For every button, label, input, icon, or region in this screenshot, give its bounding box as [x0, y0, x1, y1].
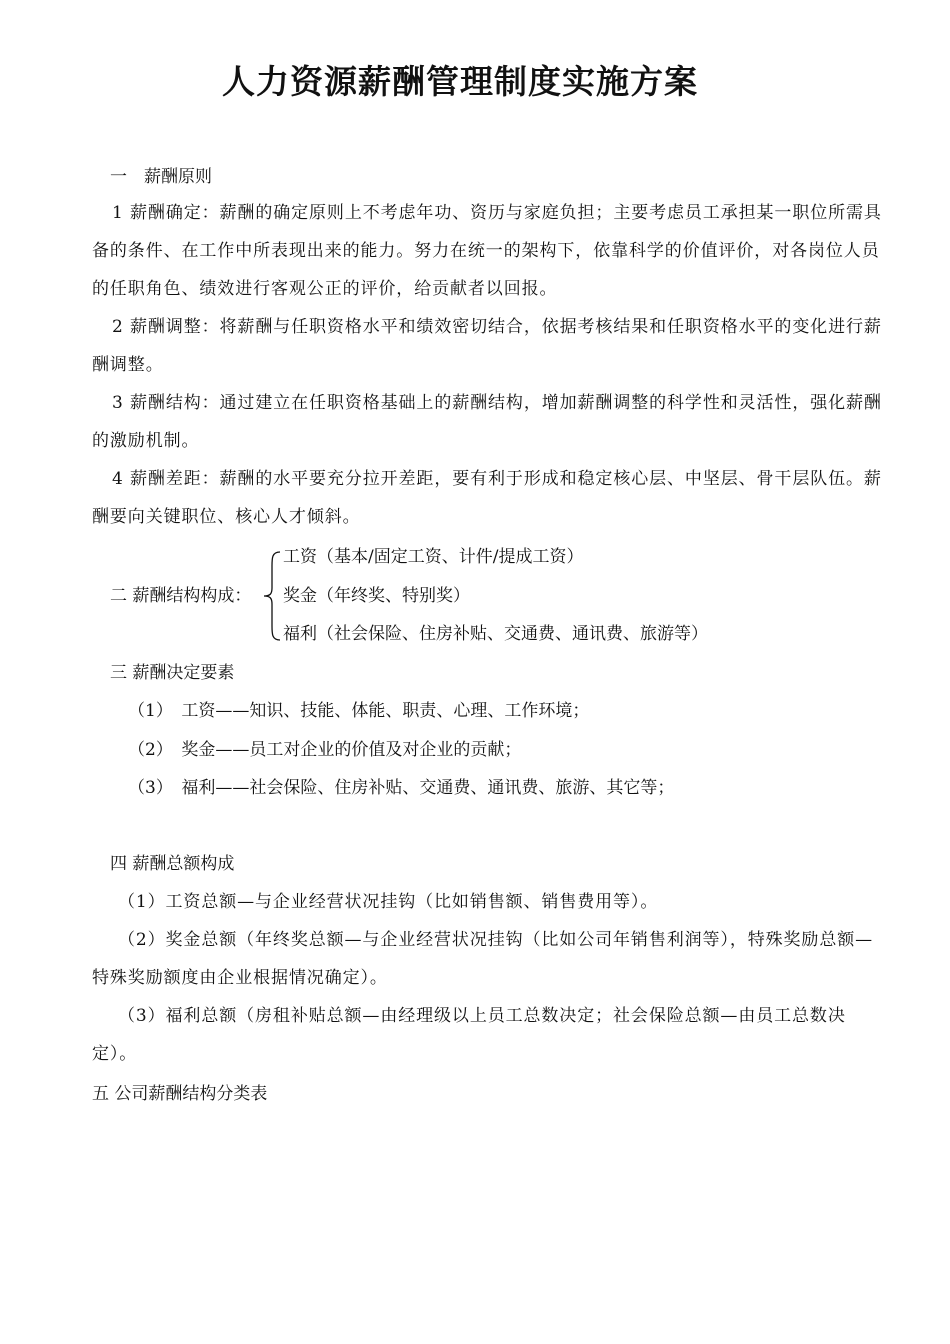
principle-3: 3 薪酬结构：通过建立在任职资格基础上的薪酬结构，增加薪酬调整的科学性和灵活性，强化薪酬的激励机制。 [92, 393, 882, 451]
section-2-heading: 二 薪酬结构构成： [110, 586, 252, 606]
brace-icon [262, 550, 284, 642]
principle-4: 4 薪酬差距：薪酬的水平要充分拉开差距，要有利于形成和稳定核心层、中坚层、骨干层队伍。薪酬要向关键职位、核心人才倾斜。 [92, 469, 882, 527]
structure-item-salary: 工资（基本/固定工资、计件/提成工资） [283, 547, 584, 567]
factor-item-3: （3） 福利——社会保险、住房补贴、交通费、通讯费、旅游、其它等； [128, 778, 675, 798]
section-5-heading: 五 公司薪酬结构分类表 [92, 1084, 268, 1104]
structure-item-welfare: 福利（社会保险、住房补贴、交通费、通讯费、旅游等） [283, 624, 708, 644]
section-3-heading: 三 薪酬决定要素 [110, 663, 235, 683]
factor-item-2: （2） 奖金——员工对企业的价值及对企业的贡献； [128, 740, 522, 760]
principle-1: 1 薪酬确定：薪酬的确定原则上不考虑年功、资历与家庭负担；主要考虑员工承担某一职位所需具备的条件、在工作中所表现出来的能力。努力在统一的架构下，依靠科学的价值评价，对各岗位人员的任职角色、绩效进行客观公正的评价，给贡献者以回报。 [92, 203, 882, 299]
structure-item-bonus: 奖金（年终奖、特别奖） [283, 586, 470, 606]
principle-2: 2 薪酬调整：将薪酬与任职资格水平和绩效密切结合，依据考核结果和任职资格水平的变化进行薪酬调整。 [92, 317, 882, 375]
total-item-1: （1）工资总额—与企业经营状况挂钩（比如销售额、销售费用等）。 [118, 892, 659, 912]
total-item-3: （3）福利总额（房租补贴总额—由经理级以上员工总数决定；社会保险总额—由员工总数决定）。 [92, 1006, 846, 1064]
document-title: 人力资源薪酬管理制度实施方案 [222, 62, 698, 101]
section-4-heading: 四 薪酬总额构成 [110, 854, 235, 874]
total-item-2: （2）奖金总额（年终奖总额—与企业经营状况挂钩（比如公司年销售利润等），特殊奖励总额—特殊奖励额度由企业根据情况确定）。 [92, 930, 874, 988]
factor-item-1: （1） 工资——知识、技能、体能、职责、心理、工作环境； [128, 701, 590, 721]
section-1-heading: 一 薪酬原则 [110, 167, 212, 187]
